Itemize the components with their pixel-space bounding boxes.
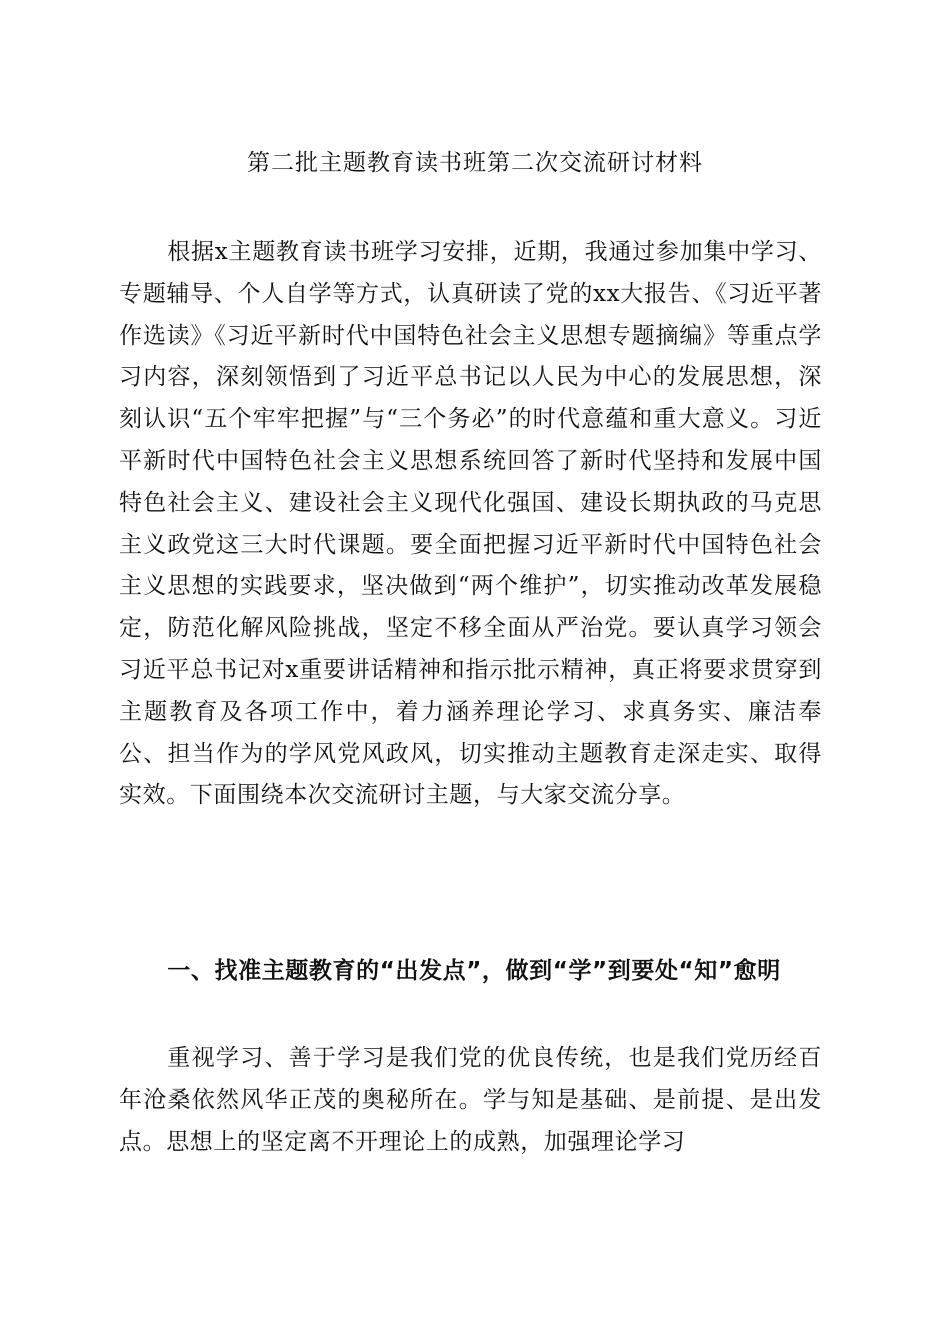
section-heading: 一、找准主题教育的“出发点”，做到“学”到要处“知”愈明 bbox=[167, 958, 781, 984]
intro-paragraph: 根据x主题教育读书班学习安排，近期，我通过参加集中学习、专题辅导、个人自学等方式，认真研读了党的xx大报告、《习近平著作选读》《习近平新时代中国特色社会主义思想专题摘编》等重点学习内容，深刻领悟到了习近平总书记以人民为中心的发展思想，深刻认识“五个牢牢把握”与“三个务必”的时代意蕴和重大意义。习近平新时代中国特色社会主义思想系统回答了新时代坚持和发展中国特色社会主义、建设社会主义现代化强国、建设长期执政的马克思主义政党这三大时代课题。要全面把握习近平新时代中国特色社会主义思想的实践要求，坚决做到“两个维护”，切实推动改革发展稳定，防范化解风险挑战，坚定不移全面从严治党。要认真学习领会习近平总书记对x重要讲话精神和指示批示精神，真正将要求贯穿到主题教育及各项工作中，着力涵养理论学习、求真务实、廉洁奉公、担当作为的学风党风政风，切实推动主题教育走深走实、取得实效。下面围绕本次交流研讨主题，与大家交流分享。 bbox=[119, 239, 822, 809]
document-title: 第二批主题教育读书班第二次交流研讨材料 bbox=[247, 150, 703, 176]
section-paragraph: 重视学习、善于学习是我们党的优良传统，也是我们党历经百年沧桑依然风华正茂的奥秘所在。学与知是基础、是前提、是出发点。思想上的坚定离不开理论上的成熟，加强理论学习 bbox=[119, 1045, 822, 1155]
